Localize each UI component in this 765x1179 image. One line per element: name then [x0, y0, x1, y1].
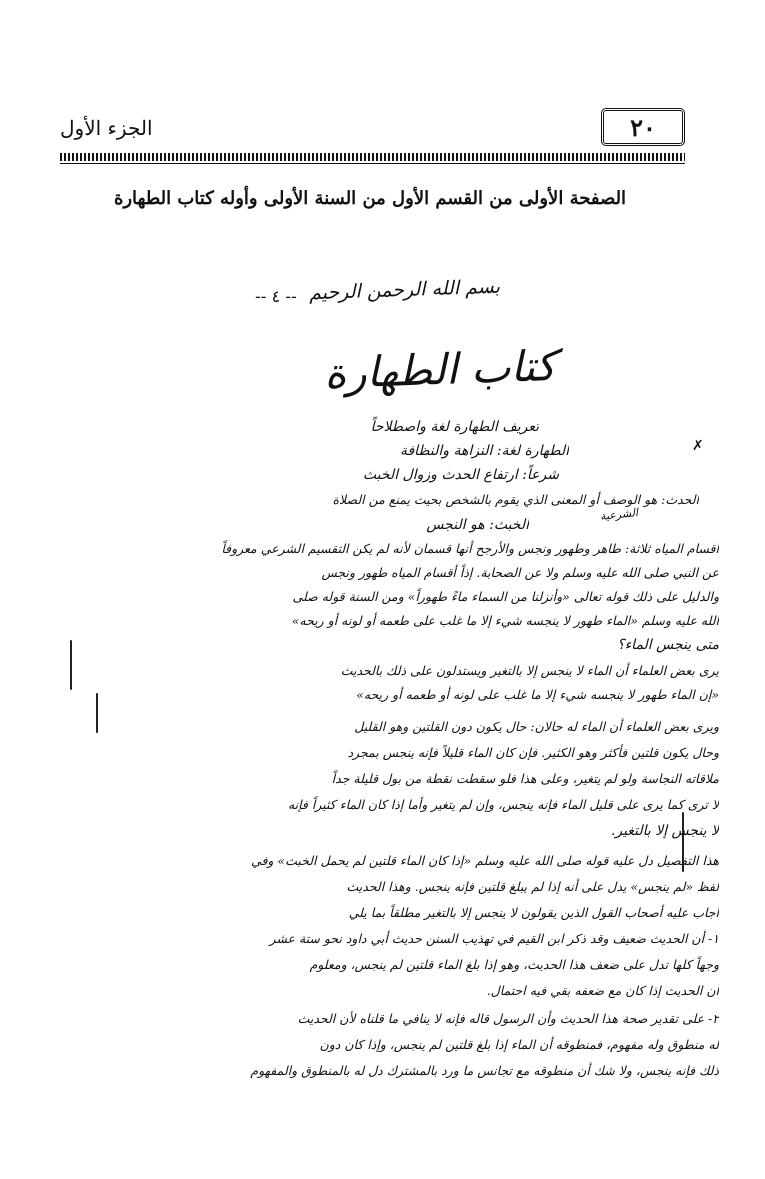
manuscript-line: وجهاً كلها تدل على ضعف هذا الحديث، وهو إذا بلغ الماء قلتين لم ينجس، ومعلوم [309, 957, 719, 972]
manuscript-line: لفظ «لم ينجس» يدل على أنه إذا لم يبلغ قلتين فإنه ينجس. وهذا الحديث [346, 879, 719, 894]
manuscript-line: الخبث: هو النجس [426, 517, 529, 533]
book-title: كتاب الطهارة [323, 340, 557, 399]
manuscript-line: لا ترى كما يرى على قليل الماء فإنه ينجس، وإن لم يتغير وأما إذا كان الماء كثيراً فإنه [287, 797, 719, 812]
margin-bracket [70, 640, 72, 690]
manuscript-line: أجاب عليه أصحاب القول الذين يقولون لا ينجس إلا بالتغير مطلقاً بما يلي [348, 905, 719, 920]
basmala-dash: -- ٤ -- [255, 287, 297, 306]
manuscript-line: شرعاً: ارتفاع الحدث وزوال الخبث [362, 467, 559, 483]
margin-note: الشرعية [599, 506, 639, 523]
manuscript-line: الحدث: هو الوصف أو المعنى الذي يقوم بالشخص بحيث يمنع من الصلاة [332, 492, 699, 507]
section-title: الصفحة الأولى من القسم الأول من السنة الأولى وأوله كتاب الطهارة [113, 188, 627, 209]
manuscript-line: «إن الماء طهور لا ينجسه شيء إلا ما غلب على لونه أو طعمه أو ريحه» [356, 687, 719, 702]
manuscript-line: ويرى بعض العلماء أن الماء له حالان: حال يكون دون القلتين وهو القليل [354, 719, 719, 734]
manuscript-line: والدليل على ذلك قوله تعالى «وأنزلنا من السماء ماءً طهوراً» ومن السنة قوله صلى [292, 589, 719, 604]
manuscript-line: ٢- على تقدير صحة هذا الحديث وأن الرسول قاله فإنه لا ينافي ما قلناه لأن الحديث [297, 1011, 719, 1026]
basmala: بسم الله الرحمن الرحيم [308, 275, 501, 305]
x-mark-icon: ✗ [692, 438, 704, 454]
page-number: ٢٠ [601, 108, 685, 146]
manuscript-line: ذلك فإنه ينجس، ولا شك أن منطوقه مع تجانس ما ورد بالمشترك دل له بالمنطوق والمفهوم [250, 1063, 719, 1078]
header-rule-thin [60, 163, 685, 164]
manuscript-line: ملاقاته النجاسة ولو لم يتغير، وعلى هذا فلو سقطت نقطة من بول قليلة جداً [331, 771, 719, 786]
manuscript-line: تعريف الطهارة لغة واصطلاحاً [370, 419, 539, 435]
manuscript-line: الله عليه وسلم «الماء طهور لا ينجسه شيء إلا ما غلب على طعمه أو لونه أو ريحه» [291, 613, 719, 628]
manuscript-line: الطهارة لغة: النزاهة والنظافة [399, 443, 569, 459]
part-label: الجزء الأول [60, 116, 153, 140]
manuscript-line: عن النبي صلى الله عليه وسلم ولا عن الصحابة. إذاً أقسام المياه طهور ونجس [321, 565, 719, 580]
manuscript-line: هذا التفصيل دل عليه قوله صلى الله عليه وسلم «إذا كان الماء قلتين لم يحمل الخبث» وفي [251, 853, 719, 868]
manuscript-line: ١- أن الحديث ضعيف وقد ذكر ابن القيم في تهذيب السنن حديث أبي داود نحو ستة عشر [269, 931, 719, 946]
manuscript-line: متى ينجس الماء؟ [617, 637, 719, 653]
manuscript-line: له منطوق وله مفهوم، فمنطوقه أن الماء إذا بلغ قلتين لم ينجس، وإذا كان دون [319, 1037, 719, 1052]
header-rule [60, 153, 685, 161]
manuscript-line: يرى بعض العلماء أن الماء لا ينجس إلا بالتغير ويستدلون على ذلك بالحديث [340, 663, 719, 678]
manuscript-line: أقسام المياه ثلاثة: طاهر وطهور ونجس والأرجح أنها قسمان لأنه لم يكن التقسيم الشرعي معروفاً [221, 541, 719, 556]
manuscript-line: لا ينجس إلا بالتغير. [610, 823, 719, 839]
manuscript-line: وحال يكون قلتين فأكثر وهو الكثير. فإن كان الماء قليلاً فإنه ينجس بمجرد [347, 745, 719, 760]
manuscript-line: أن الحديث إذا كان مع ضعفه بقي فيه احتمال. [486, 983, 719, 998]
